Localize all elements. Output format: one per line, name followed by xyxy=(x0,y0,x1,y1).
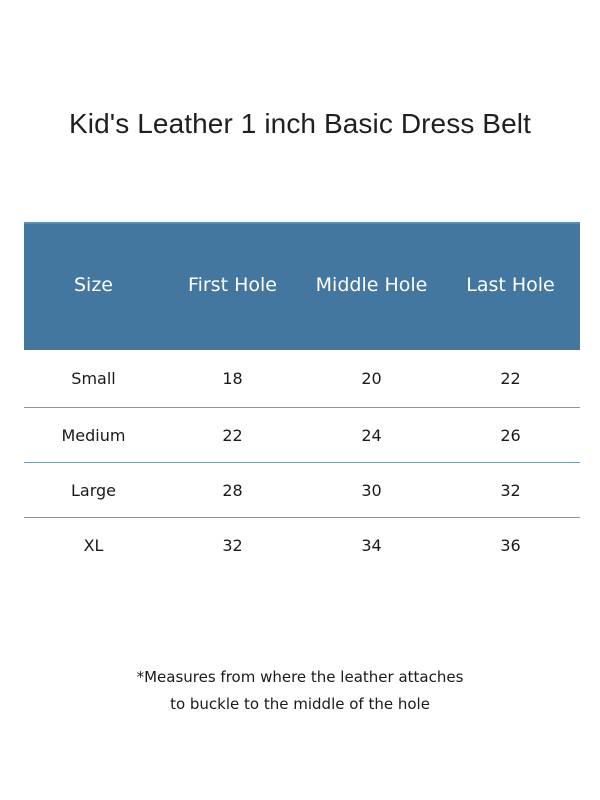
cell-size: XL xyxy=(83,536,104,555)
cell-last-hole: 22 xyxy=(500,369,521,388)
cell-middle-hole: 34 xyxy=(361,536,382,555)
cell-first-hole: 32 xyxy=(222,536,243,555)
footnote-line-2: to buckle to the middle of the hole xyxy=(170,695,430,713)
page-title: Kid's Leather 1 inch Basic Dress Belt xyxy=(69,108,531,139)
cell-last-hole: 32 xyxy=(500,480,521,500)
header-first-hole: First Hole xyxy=(188,274,277,296)
table-row-xl xyxy=(24,518,580,573)
table-row-medium xyxy=(24,408,580,463)
cell-middle-hole: 20 xyxy=(361,369,382,388)
header-size: Size xyxy=(73,274,113,296)
table-header-row xyxy=(24,222,580,350)
table-row-small xyxy=(24,350,580,408)
cell-first-hole: 28 xyxy=(222,480,243,500)
header-last-hole: Last Hole xyxy=(466,274,555,296)
cell-first-hole: 18 xyxy=(222,369,243,388)
measurement-footnote xyxy=(0,664,600,718)
footnote-line-1: *Measures from where the leather attaches xyxy=(136,668,464,686)
header-middle-hole: Middle Hole xyxy=(315,274,428,296)
cell-size: Small xyxy=(71,369,116,388)
cell-size: Large xyxy=(70,480,116,500)
size-chart-table xyxy=(24,222,580,573)
cell-first-hole: 22 xyxy=(222,425,243,445)
cell-middle-hole: 24 xyxy=(361,425,382,445)
cell-last-hole: 36 xyxy=(500,536,521,555)
cell-size: Medium xyxy=(61,425,126,445)
cell-middle-hole: 30 xyxy=(361,480,382,500)
table-row-large xyxy=(24,463,580,518)
cell-last-hole: 26 xyxy=(500,425,521,445)
